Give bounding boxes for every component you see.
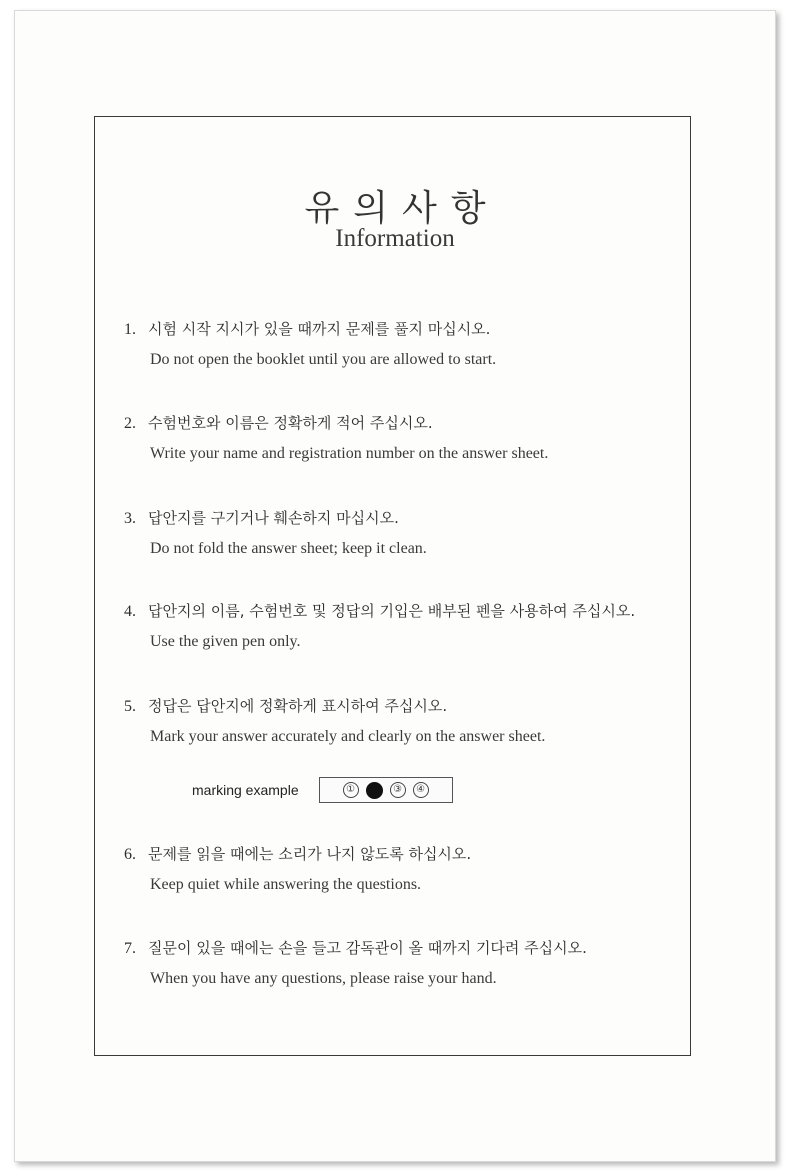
instruction-korean-text: 시험 시작 지시가 있을 때까지 문제를 풀지 마십시오. bbox=[148, 320, 491, 338]
instruction-number: 1. bbox=[124, 321, 136, 338]
marking-example-box bbox=[319, 777, 453, 803]
answer-bubble-1: ① bbox=[343, 782, 359, 798]
instruction-korean bbox=[124, 843, 684, 864]
marking-example-label: marking example bbox=[192, 782, 299, 798]
instruction-item-6 bbox=[124, 843, 684, 894]
instruction-item-4 bbox=[124, 600, 684, 651]
instruction-item-3 bbox=[124, 507, 684, 558]
instruction-korean-text: 문제를 읽을 때에는 소리가 나지 않도록 하십시오. bbox=[148, 845, 472, 863]
instruction-korean-text: 질문이 있을 때에는 손을 들고 감독관이 올 때까지 기다려 주십시오. bbox=[148, 939, 587, 957]
instruction-number: 5. bbox=[124, 698, 136, 715]
instruction-number: 4. bbox=[124, 603, 136, 620]
instruction-english: When you have any questions, please raise your hand. bbox=[150, 970, 497, 987]
answer-bubble-2-filled bbox=[366, 782, 383, 799]
instruction-english: Do not open the booklet until you are allowed to start. bbox=[150, 351, 497, 368]
instruction-korean-text: 답안지를 구기거나 훼손하지 마십시오. bbox=[148, 509, 399, 527]
instruction-item-7 bbox=[124, 937, 684, 988]
instruction-korean bbox=[124, 600, 684, 621]
title-english: Information bbox=[335, 225, 455, 252]
information-frame bbox=[94, 116, 691, 1056]
marking-example bbox=[192, 776, 453, 804]
instruction-number: 6. bbox=[124, 846, 136, 863]
instruction-korean bbox=[124, 695, 684, 716]
instruction-korean-text: 수험번호와 이름은 정확하게 적어 주십시오. bbox=[148, 414, 433, 432]
instruction-korean bbox=[124, 937, 684, 958]
instruction-korean bbox=[124, 318, 684, 339]
instruction-korean bbox=[124, 507, 684, 528]
instruction-english: Keep quiet while answering the questions. bbox=[150, 876, 422, 893]
instruction-item-2 bbox=[124, 412, 684, 463]
instruction-english: Do not fold the answer sheet; keep it clean. bbox=[150, 540, 427, 557]
title-korean: 유의사항 bbox=[304, 188, 500, 229]
instruction-number: 7. bbox=[124, 940, 136, 957]
instruction-number: 2. bbox=[124, 415, 136, 432]
instruction-korean bbox=[124, 412, 684, 433]
answer-bubble-3: ③ bbox=[390, 782, 406, 798]
instruction-english: Use the given pen only. bbox=[150, 633, 301, 650]
instruction-number: 3. bbox=[124, 510, 136, 527]
instruction-item-5 bbox=[124, 695, 684, 746]
instruction-item-1 bbox=[124, 318, 684, 369]
instruction-english: Write your name and registration number on the answer sheet. bbox=[150, 445, 549, 462]
instruction-english: Mark your answer accurately and clearly on the answer sheet. bbox=[150, 728, 546, 745]
instruction-korean-text: 정답은 답안지에 정확하게 표시하여 주십시오. bbox=[148, 697, 448, 715]
instruction-korean-text: 답안지의 이름, 수험번호 및 정답의 기입은 배부된 펜을 사용하여 주십시오. bbox=[148, 602, 636, 620]
answer-bubble-4: ④ bbox=[413, 782, 429, 798]
